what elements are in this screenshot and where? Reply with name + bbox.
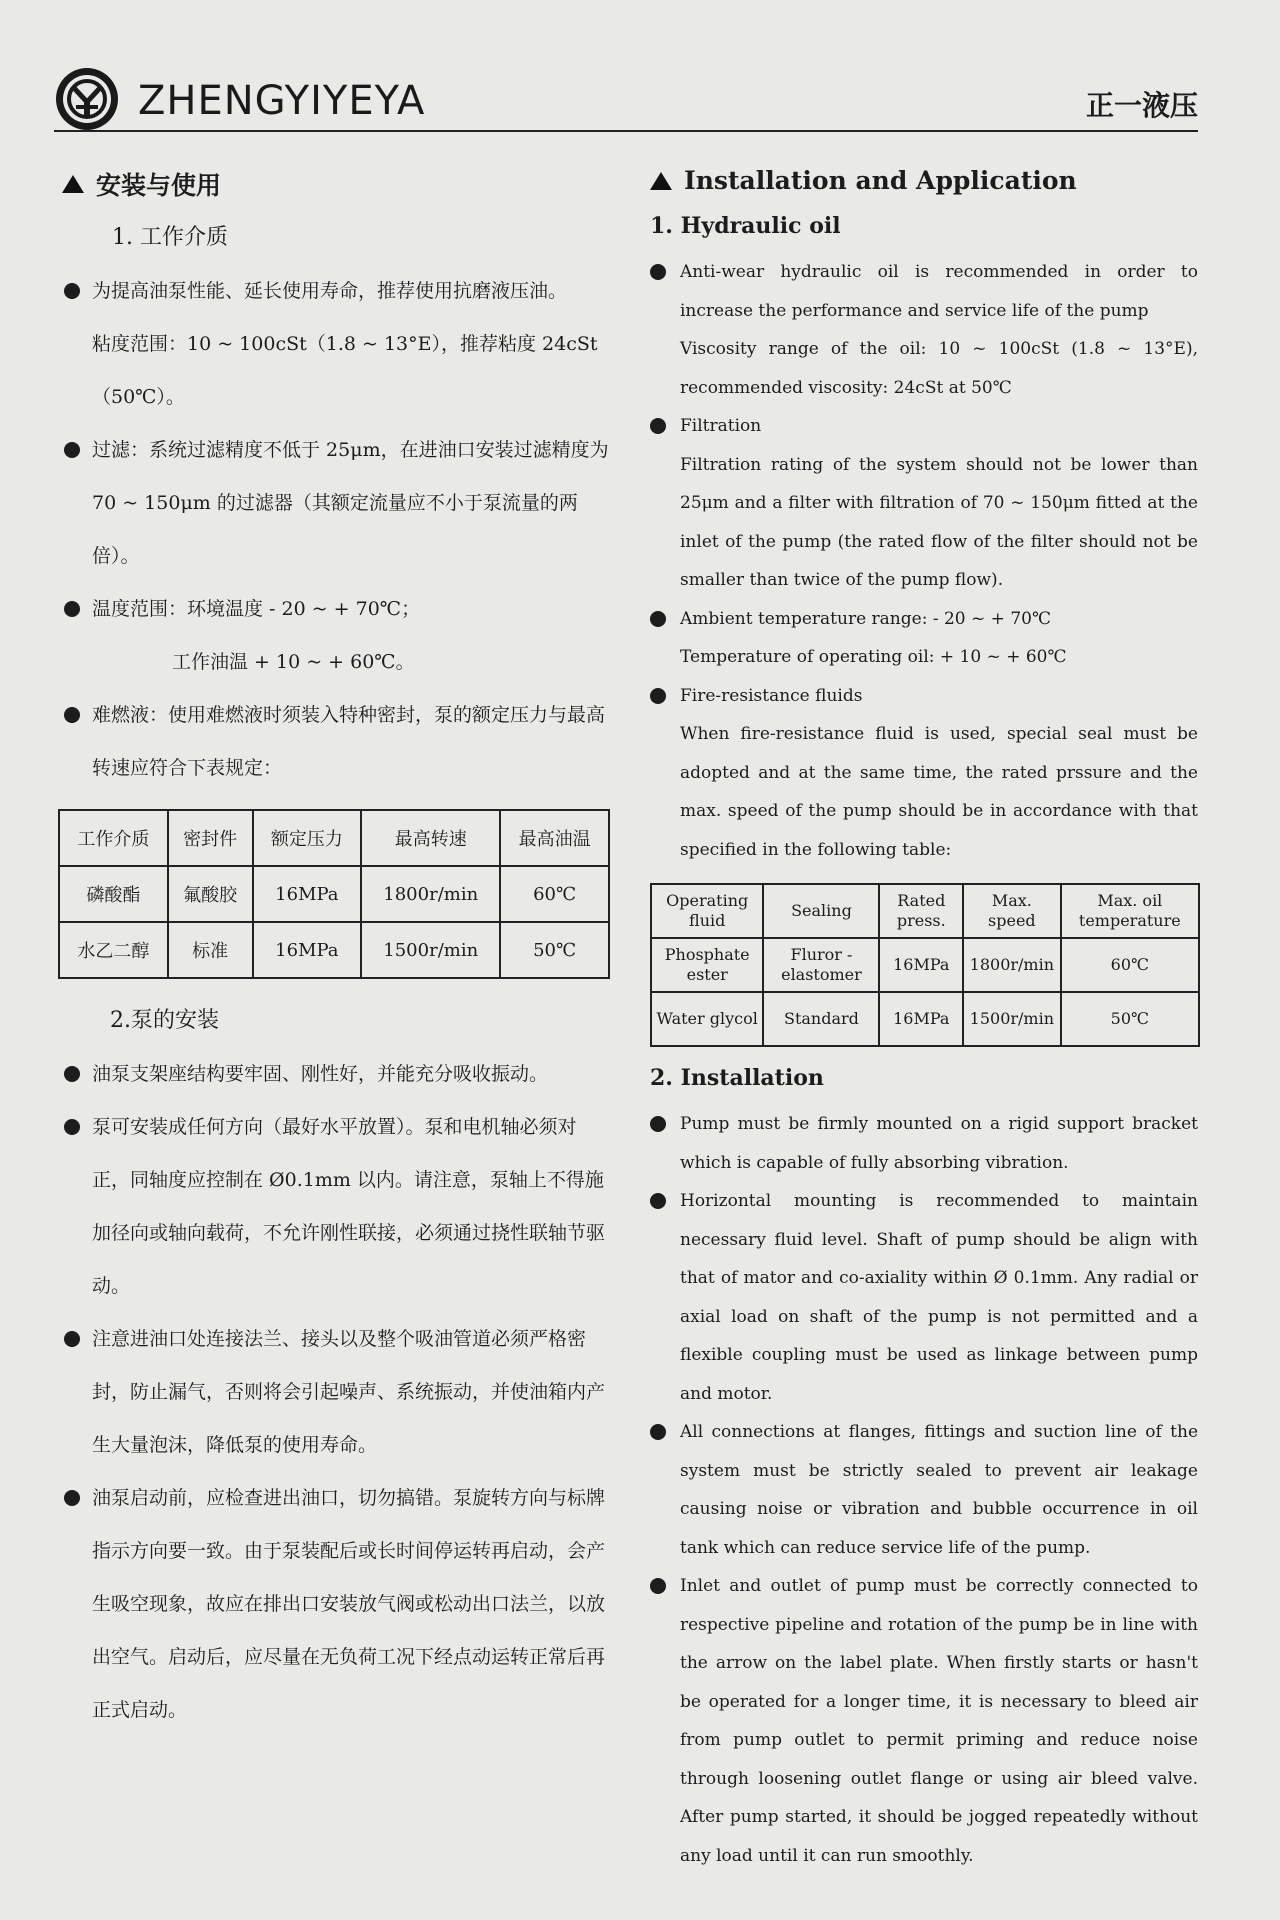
list-item: Inlet and outlet of pump must be correctly connected to respective pipeline and rotation of the pump be in line with the arrow on the label plate. When firstly starts or hasn't be operated for a longer time, it is necessary to bleed air from pump outlet to permit priming and reduce noise through loosening outlet flange or using air bleed valve. After pump started, it should be jogged repeatedly without any load until it can run smoothly. xyxy=(650,1567,1198,1875)
bullet-icon xyxy=(650,264,666,280)
list-item: Ambient temperature range: - 20 ~ + 70℃ Temperature of operating oil: + 10 ~ + 60℃ xyxy=(650,600,1198,677)
brand-name: ZHENGYIYEYA xyxy=(138,78,426,124)
table-row: Water glycol Standard 16MPa 1500r/min 50℃ xyxy=(651,992,1199,1046)
list-item: 注意进油口处连接法兰、接头以及整个吸油管道必须严格密封，防止漏气，否则将会引起噪声、系统振动，并使油箱内产生大量泡沫，降低泵的使用寿命。 xyxy=(62,1313,612,1472)
triangle-icon xyxy=(650,172,672,190)
list-item: Filtration Filtration rating of the system should not be lower than 25μm and a filter with filtration of 70 ~ 150μm fitted at the inlet of the pump (the rated flow of the filter should not be smaller than twice of the pump flow). xyxy=(650,407,1198,600)
bullet-icon xyxy=(64,283,80,299)
header-rule xyxy=(54,130,1198,132)
english-column xyxy=(650,166,1198,1875)
list-item: 过滤：系统过滤精度不低于 25μm，在进油口安装过滤精度为 70 ~ 150μm 的过滤器（其额定流量应不小于泵流量的两倍）。 xyxy=(62,424,612,583)
table-row: 磷酸酯 氟酸胶 16MPa 1800r/min 60℃ xyxy=(59,866,609,922)
list-item: Anti-wear hydraulic oil is recommended in order to increase the performance and service life of the pump Viscosity range of the oil: 10 ~ 100cSt (1.8 ~ 13°E), recommended viscosity: 24cSt at 50℃ xyxy=(650,253,1198,407)
section-heading-cn: 安装与使用 xyxy=(62,166,612,202)
section-heading-en: Installation and Application xyxy=(650,166,1198,195)
bullet-icon xyxy=(650,688,666,704)
table-row: 水乙二醇 标准 16MPa 1500r/min 50℃ xyxy=(59,922,609,978)
list-item: 难燃液：使用难燃液时须装入特种密封，泵的额定压力与最高转速应符合下表规定： xyxy=(62,689,612,795)
bullet-icon xyxy=(650,1193,666,1209)
triangle-icon xyxy=(62,175,84,193)
bullet-icon xyxy=(64,601,80,617)
table-row: Phosphate ester Fluror - elastomer 16MPa 1800r/min 60℃ xyxy=(651,938,1199,992)
subheading-hydraulic-oil: 1. Hydraulic oil xyxy=(650,213,841,239)
list-item: Pump must be firmly mounted on a rigid support bracket which is capable of fully absorbing vibration. xyxy=(650,1105,1198,1182)
bullet-icon xyxy=(650,1578,666,1594)
fluid-table-cn xyxy=(58,809,610,979)
bullet-icon xyxy=(64,1331,80,1347)
list-item: 为提高油泵性能、延长使用寿命，推荐使用抗磨液压油。 粘度范围：10 ~ 100cSt（1.8 ~ 13°E），推荐粘度 24cSt（50℃）。 xyxy=(62,265,612,424)
bullet-icon xyxy=(650,418,666,434)
bullet-icon xyxy=(64,1490,80,1506)
page-header xyxy=(54,64,1198,134)
bullet-icon xyxy=(650,1116,666,1132)
chinese-column xyxy=(62,166,612,1737)
bullet-icon xyxy=(64,707,80,723)
list-item: 油泵启动前，应检查进出油口，切勿搞错。泵旋转方向与标牌指示方向要一致。由于泵装配后或长时间停运转再启动，会产生吸空现象，故应在排出口安装放气阀或松动出口法兰，以放出空气。启动后，应尽量在无负荷工况下经点动运转正常后再正式启动。 xyxy=(62,1472,612,1737)
company-logo-icon xyxy=(54,66,120,132)
list-item: 温度范围：环境温度 - 20 ~ + 70℃； 工作油温 + 10 ~ + 60℃。 xyxy=(62,583,612,689)
fluid-table-en xyxy=(650,883,1200,1047)
subheading-working-medium: 1. 工作介质 xyxy=(112,225,228,250)
list-item: 泵可安装成任何方向（最好水平放置）。泵和电机轴必须对正，同轴度应控制在 Ø0.1mm 以内。请注意，泵轴上不得施加径向或轴向载荷，不允许刚性联接，必须通过挠性联轴节驱动。 xyxy=(62,1101,612,1313)
table-header-row: 工作介质 密封件 额定压力 最高转速 最高油温 xyxy=(59,810,609,866)
header-title-cn: 正一液压 xyxy=(1085,89,1198,122)
list-item: All connections at flanges, fittings and suction line of the system must be strictly sealed to prevent air leakage causing noise or vibration and bubble occurrence in oil tank which can reduce service life of the pump. xyxy=(650,1413,1198,1567)
list-item: Fire-resistance fluids When fire-resistance fluid is used, special seal must be adopted and at the same time, the rated prssure and the max. speed of the pump should be in accordance with that specified in the following table: xyxy=(650,677,1198,870)
bullet-icon xyxy=(64,442,80,458)
subheading-pump-installation: 2.泵的安装 xyxy=(110,1008,219,1033)
bullet-icon xyxy=(650,1424,666,1440)
subheading-installation: 2. Installation xyxy=(650,1065,824,1091)
list-item: 油泵支架座结构要牢固、刚性好，并能充分吸收振动。 xyxy=(62,1048,612,1101)
table-header-row: Operating fluid Sealing Rated press. Max. speed Max. oil temperature xyxy=(651,884,1199,938)
bullet-icon xyxy=(650,611,666,627)
list-item: Horizontal mounting is recommended to maintain necessary fluid level. Shaft of pump should be align with that of mator and co-axiality within Ø 0.1mm. Any radial or axial load on shaft of the pump is not permitted and a flexible coupling must be used as linkage between pump and motor. xyxy=(650,1182,1198,1413)
bullet-icon xyxy=(64,1066,80,1082)
bullet-icon xyxy=(64,1119,80,1135)
